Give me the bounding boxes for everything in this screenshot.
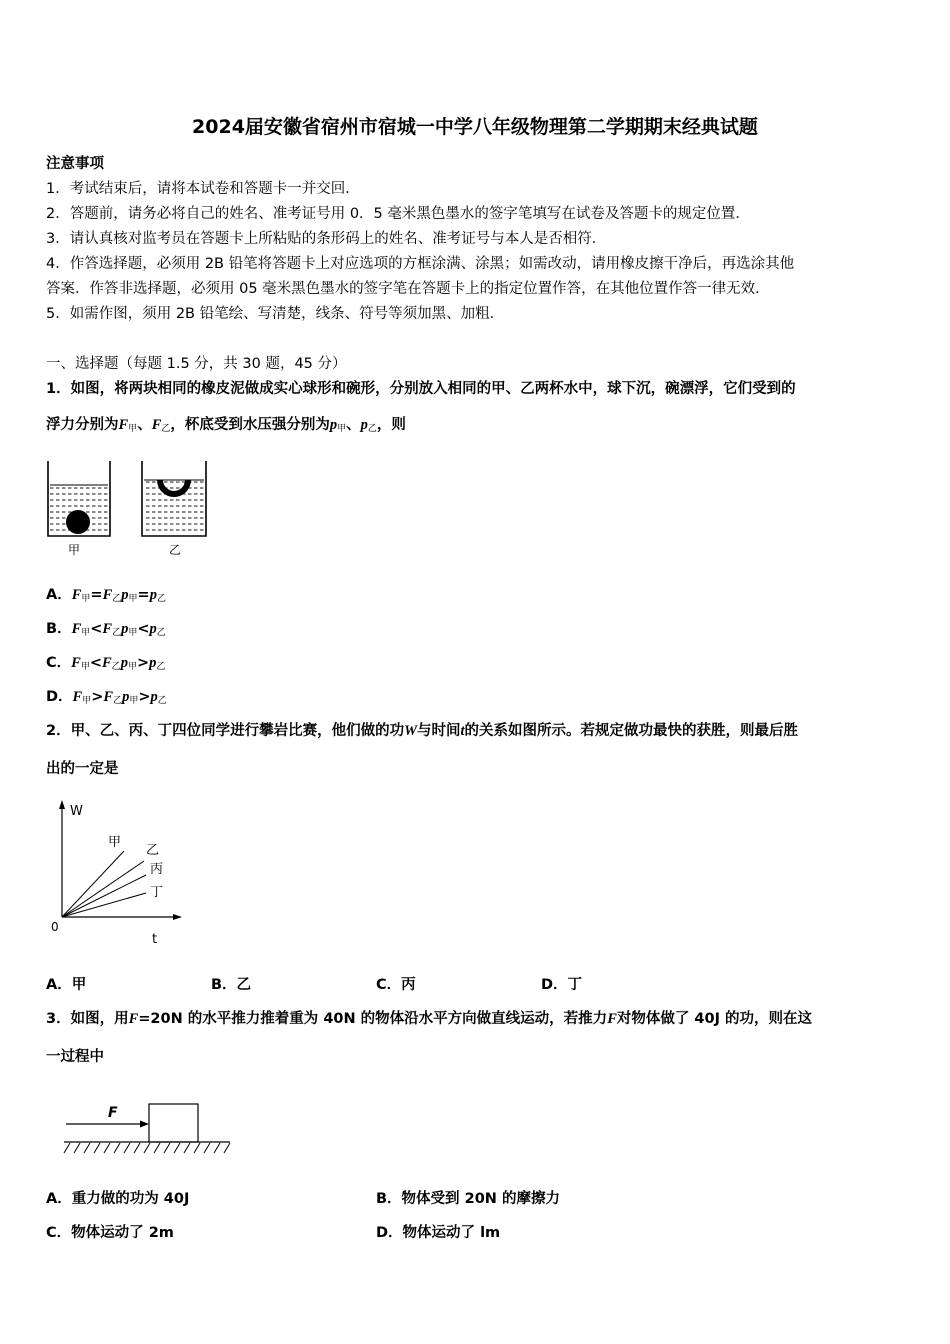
line-bing (62, 875, 146, 917)
q3-push-block-figure (60, 1098, 236, 1160)
beaker-yi (142, 461, 206, 536)
line-jia (62, 851, 124, 917)
label-jia: 甲 (108, 835, 122, 850)
q1-option-b[interactable]: B．$F_甲<F_乙p_甲<p_乙$ (46, 621, 166, 638)
y-axis-arrow (59, 800, 65, 809)
q1-option-d[interactable]: D．$F_甲>F_乙p_甲>p_乙$ (46, 689, 167, 706)
page-title: 2024届安徽省宿州市宿城一中学八年级物理第二学期期末经典试题 (192, 116, 758, 138)
label-yi: 乙 (146, 843, 160, 858)
q2-option-d[interactable]: D．丁 (541, 977, 583, 993)
label-bing: 丙 (150, 862, 164, 877)
x-axis-label: t (152, 932, 158, 947)
origin-label: 0 (51, 920, 59, 934)
q1-text-line1: 1．如图，将两块相同的橡皮泥做成实心球形和碗形，分别放入相同的甲、乙两杯水中，球下沉，碗漂浮，它们受到的 (46, 381, 796, 397)
solid-ball (66, 510, 90, 534)
y-axis-label: W (70, 804, 83, 819)
line-ding (62, 893, 146, 917)
q2-text-line2: 出的一定是 (46, 761, 119, 777)
q3-text-line1: 3．如图，用F=20N 的水平推力推着重为 40N 的物体沿水平方向做直线运动，若推力F对物体做了 40J 的功，则在这 (46, 1011, 813, 1027)
q1-text-line2: 浮力分别为$F_甲$、$F_乙$，杯底受到水压强分别为$p_甲$、$p_乙$，则 (46, 417, 406, 434)
q2-work-time-graph (46, 797, 196, 949)
q3-text-line2: 一过程中 (46, 1049, 104, 1065)
q3-option-a[interactable]: A．重力做的功为 40J (46, 1191, 190, 1207)
force-label: F (108, 1105, 118, 1121)
q3-option-c[interactable]: C．物体运动了 2m (46, 1225, 174, 1241)
note-item: 4．作答选择题，必须用 2B 铅笔将答题卡上对应选项的方框涂满、涂黑；如需改动，请用橡皮擦干净后，再选涂其他 (46, 256, 795, 272)
line-yi (62, 861, 144, 917)
q2-option-b[interactable]: B．乙 (211, 977, 252, 993)
q2-option-c[interactable]: C．丙 (376, 977, 416, 993)
beaker-jia (48, 461, 110, 536)
q1-option-a[interactable]: A．$F_甲=F_乙p_甲=p_乙$ (46, 587, 166, 604)
note-item: 2．答题前，请务必将自己的姓名、准考证号用 0．5 毫米黑色墨水的签字笔填写在试卷及答题卡的规定位置． (46, 206, 750, 222)
force-arrow-head (140, 1121, 149, 1128)
note-item: 答案．作答非选择题，必须用 05 毫米黑色墨水的签字笔在答题卡上的指定位置作答，在其他位置作答一律无效． (46, 281, 770, 297)
note-item: 3．请认真核对监考员在答题卡上所粘贴的条形码上的姓名、准考证号与本人是否相符． (46, 231, 607, 247)
q3-option-d[interactable]: D．物体运动了 lm (376, 1225, 501, 1241)
note-item: 1．考试结束后，请将本试卷和答题卡一并交回． (46, 181, 360, 197)
q3-option-b[interactable]: B．物体受到 20N 的摩擦力 (376, 1191, 560, 1207)
q1-beakers-figure (44, 455, 214, 565)
beaker-label-jia: 甲 (68, 543, 81, 557)
x-axis-arrow (173, 914, 182, 920)
block (149, 1104, 198, 1142)
q2-text-line1: 2．甲、乙、丙、丁四位同学进行攀岩比赛，他们做的功W与时间t的关系如图所示。若规定做功最快的获胜，则最后胜 (46, 723, 799, 739)
notes-heading: 注意事项 (46, 156, 104, 172)
ground-hatch (64, 1143, 230, 1153)
beaker-label-yi: 乙 (169, 543, 182, 557)
section-heading: 一、选择题（每题 1.5 分，共 30 题，45 分） (46, 356, 347, 372)
label-ding: 丁 (150, 885, 164, 900)
q2-option-a[interactable]: A．甲 (46, 977, 87, 993)
note-item: 5．如需作图，须用 2B 铅笔绘、写清楚，线条、符号等须加黑、加粗． (46, 306, 505, 322)
q1-option-c[interactable]: C．$F_甲<F_乙p_甲>p_乙$ (46, 655, 166, 672)
